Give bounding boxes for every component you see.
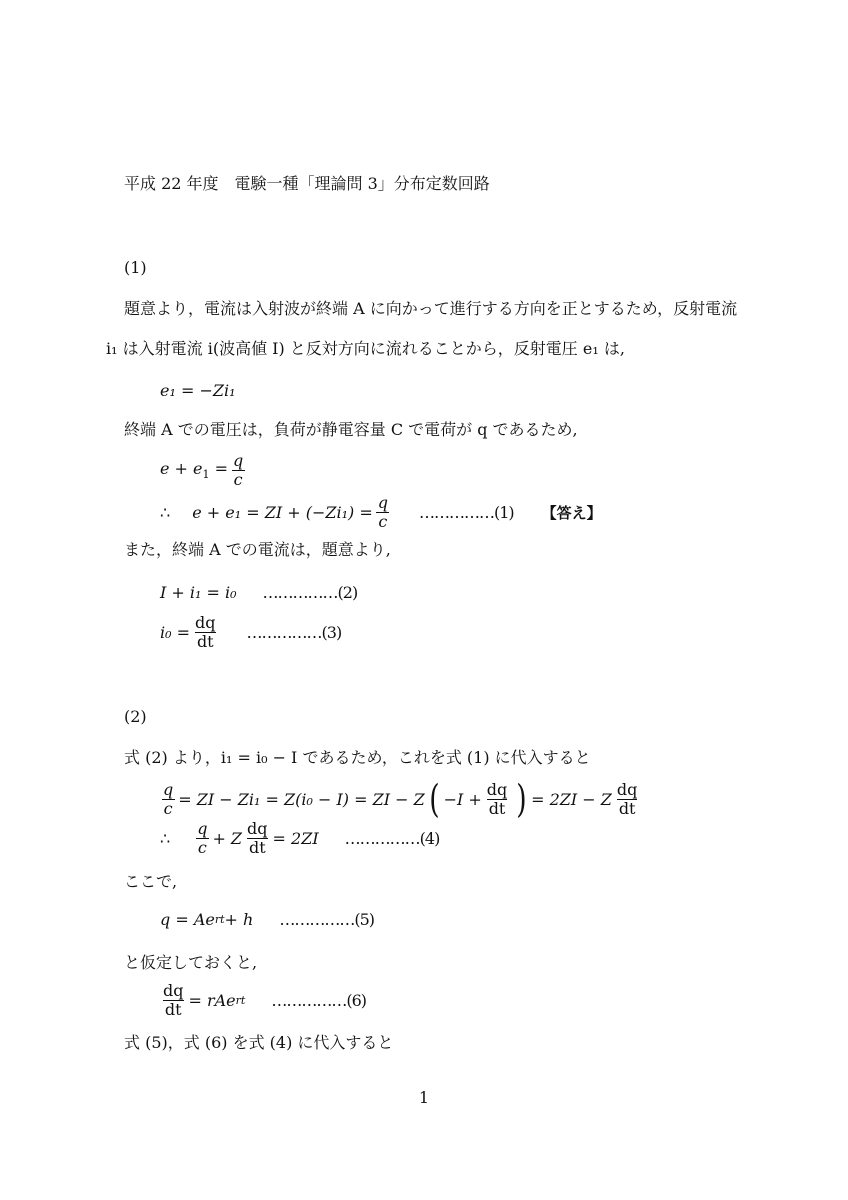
section-1-paragraph-2: 終端 A での電圧は，負荷が静電容量 C で電荷が q であるため, <box>124 420 578 439</box>
equation-2 <box>160 583 357 602</box>
therefore-symbol: ∴ <box>160 502 171 522</box>
fraction-denominator: c <box>233 469 243 489</box>
fraction-numerator: dq <box>616 779 638 799</box>
equation-5-exponent: rt <box>214 913 225 926</box>
equation-5-tag: ……………(5) <box>279 910 374 929</box>
fraction-denominator: c <box>378 511 388 531</box>
page-number: 1 <box>418 1088 430 1107</box>
fraction-numerator: dq <box>247 819 268 838</box>
fraction-denominator: dt <box>488 798 506 818</box>
equation-reflected-voltage: e₁ = −Zi₁ <box>160 381 236 400</box>
section-1-label: (1) <box>124 258 147 277</box>
equation-6 <box>158 982 366 1018</box>
fraction-denominator: dt <box>164 999 182 1019</box>
fraction-dq-dt <box>193 614 217 650</box>
equation-terminal-voltage <box>160 452 248 488</box>
fraction-numerator: dq <box>195 613 216 632</box>
section-2-label: (2) <box>124 707 147 726</box>
answer-marker: 【答え】 <box>541 503 602 522</box>
fraction-numerator: q <box>163 779 174 799</box>
fraction-q-over-c <box>195 820 209 856</box>
equation-6-tag: ……………(6) <box>271 990 367 1010</box>
fraction-dq-dt <box>485 781 509 817</box>
fraction-q-over-c <box>231 452 245 488</box>
fraction-numerator: dq <box>486 779 508 799</box>
equation-3 <box>160 614 341 650</box>
section-2-paragraph-2: ここで, <box>124 872 178 891</box>
equation-5-end: + h <box>224 910 254 929</box>
fraction-dq-dt <box>161 982 185 1018</box>
fraction-denominator: dt <box>196 631 214 651</box>
fraction-denominator: dt <box>618 798 636 818</box>
equation-3-lhs: i₀ = <box>160 622 191 642</box>
equation-1-lhs: e + e₁ = ZI + (−Zi₁) = <box>192 502 373 522</box>
equation-4-middle: + Z <box>212 828 243 848</box>
equation-terminal-voltage-lhs: $e + e_1$ = <box>160 459 229 482</box>
equation-6-rhs: = rAe <box>188 990 236 1010</box>
left-paren: ( <box>428 777 440 821</box>
equation-5-lhs: q = Ae <box>160 910 215 929</box>
fraction-denominator: c <box>163 798 173 818</box>
equation-substitution-middle: = ZI − Zi₁ = Z(i₀ − I) = ZI − Z <box>178 789 425 809</box>
equation-2-tag: ……………(2) <box>262 583 358 602</box>
equation-substitution-inner: −I + <box>443 789 482 809</box>
therefore-symbol: ∴ <box>160 828 171 848</box>
section-1-paragraph-1-line-1: 題意より，電流は入射波が終端 A に向かって進行する方向を正とするため，反射電流 <box>124 299 738 318</box>
equation-3-tag: ……………(3) <box>246 622 342 642</box>
fraction-denominator: dt <box>248 837 266 857</box>
fraction-numerator: q <box>377 493 388 512</box>
equation-5 <box>160 910 374 929</box>
equation-1-tag: ……………(1) <box>419 502 514 522</box>
fraction-numerator: q <box>197 819 208 838</box>
equation-6-exponent: rt <box>235 993 246 1007</box>
right-paren: ) <box>516 777 527 821</box>
section-2-paragraph-4: 式 (5)，式 (6) を式 (4) に代入すると <box>124 1033 394 1052</box>
section-2-paragraph-3: と仮定しておくと, <box>124 953 258 972</box>
fraction-numerator: dq <box>163 981 184 1000</box>
fraction-q-over-c <box>376 494 390 530</box>
equation-4-tag: ……………(4) <box>344 828 440 848</box>
equation-4 <box>160 820 439 856</box>
equation-substitution <box>158 777 642 821</box>
equation-substitution-end: = 2ZI − Z <box>531 789 612 809</box>
fraction-q-over-c <box>161 781 175 817</box>
section-2-paragraph-1: 式 (2) より，i₁ = i₀ − I であるため，これを式 (1) に代入すると <box>124 748 591 767</box>
fraction-dq-dt <box>245 820 269 856</box>
section-1-paragraph-3: また，終端 A での電流は，題意より, <box>124 540 391 559</box>
equation-2-body: I + i₁ = i₀ <box>160 583 237 602</box>
fraction-denominator: c <box>197 837 207 857</box>
section-1-paragraph-1-line-2: i₁ は入射電流 i(波高値 I) と反対方向に流れることから，反射電圧 e₁ は, <box>106 339 625 358</box>
document-title: 平成 22 年度 電験一種「理論問 3」分布定数回路 <box>124 174 490 193</box>
fraction-dq-dt <box>615 781 639 817</box>
equation-1 <box>160 494 602 530</box>
fraction-numerator: q <box>233 451 244 470</box>
equation-4-end: = 2ZI <box>272 828 319 848</box>
